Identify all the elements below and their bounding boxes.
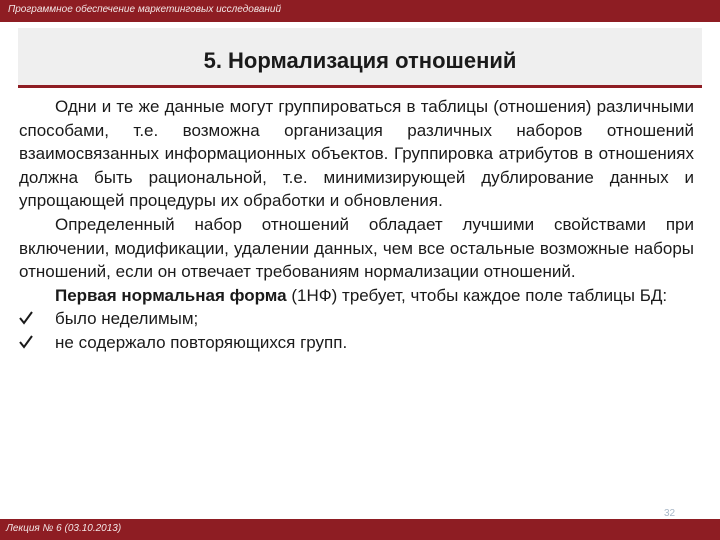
check-mark-icon [19, 307, 55, 325]
paragraph-3 [19, 284, 694, 308]
footer-text: Лекция № 6 (03.10.2013) [6, 523, 122, 534]
paragraph-3-bold: Первая нормальная форма [55, 285, 287, 305]
check-mark-icon [19, 331, 55, 349]
checklist-item-1 [19, 307, 694, 331]
header-bar [0, 0, 720, 22]
paragraph-3-rest: (1НФ) требует, чтобы каждое поле таблицы БД: [286, 285, 668, 305]
checklist-item-1-text: было неделимым; [55, 309, 199, 329]
footer-bar [0, 519, 720, 540]
checklist-item-2-text: не содержало повторяющихся групп. [55, 332, 348, 352]
paragraph-1: Одни и те же данные могут группироваться в таблицы (отношения) различными способами, т.е. возможна организация различных наборов отношений взаимосвязанных информационных объектов. Группировка атрибутов в отношениях должна быть рациональной, т.е. минимизирующей дублирование данных и упрощающей процедуры их обработки и обновления. [19, 97, 694, 211]
title-area [18, 28, 702, 88]
page-number: 32 [664, 508, 676, 519]
checklist-item-2 [19, 331, 694, 355]
page-title: 5. Нормализация отношений [203, 48, 517, 73]
header-text: Программное обеспечение маркетинговых исследований [8, 4, 282, 15]
slide-content [19, 95, 694, 355]
paragraph-2: Определенный набор отношений обладает лучшими свойствами при включении, модификации, удалении данных, чем все остальные возможные наборы отношений, если он отвечает требованиям нормализации отношений. [19, 214, 694, 282]
